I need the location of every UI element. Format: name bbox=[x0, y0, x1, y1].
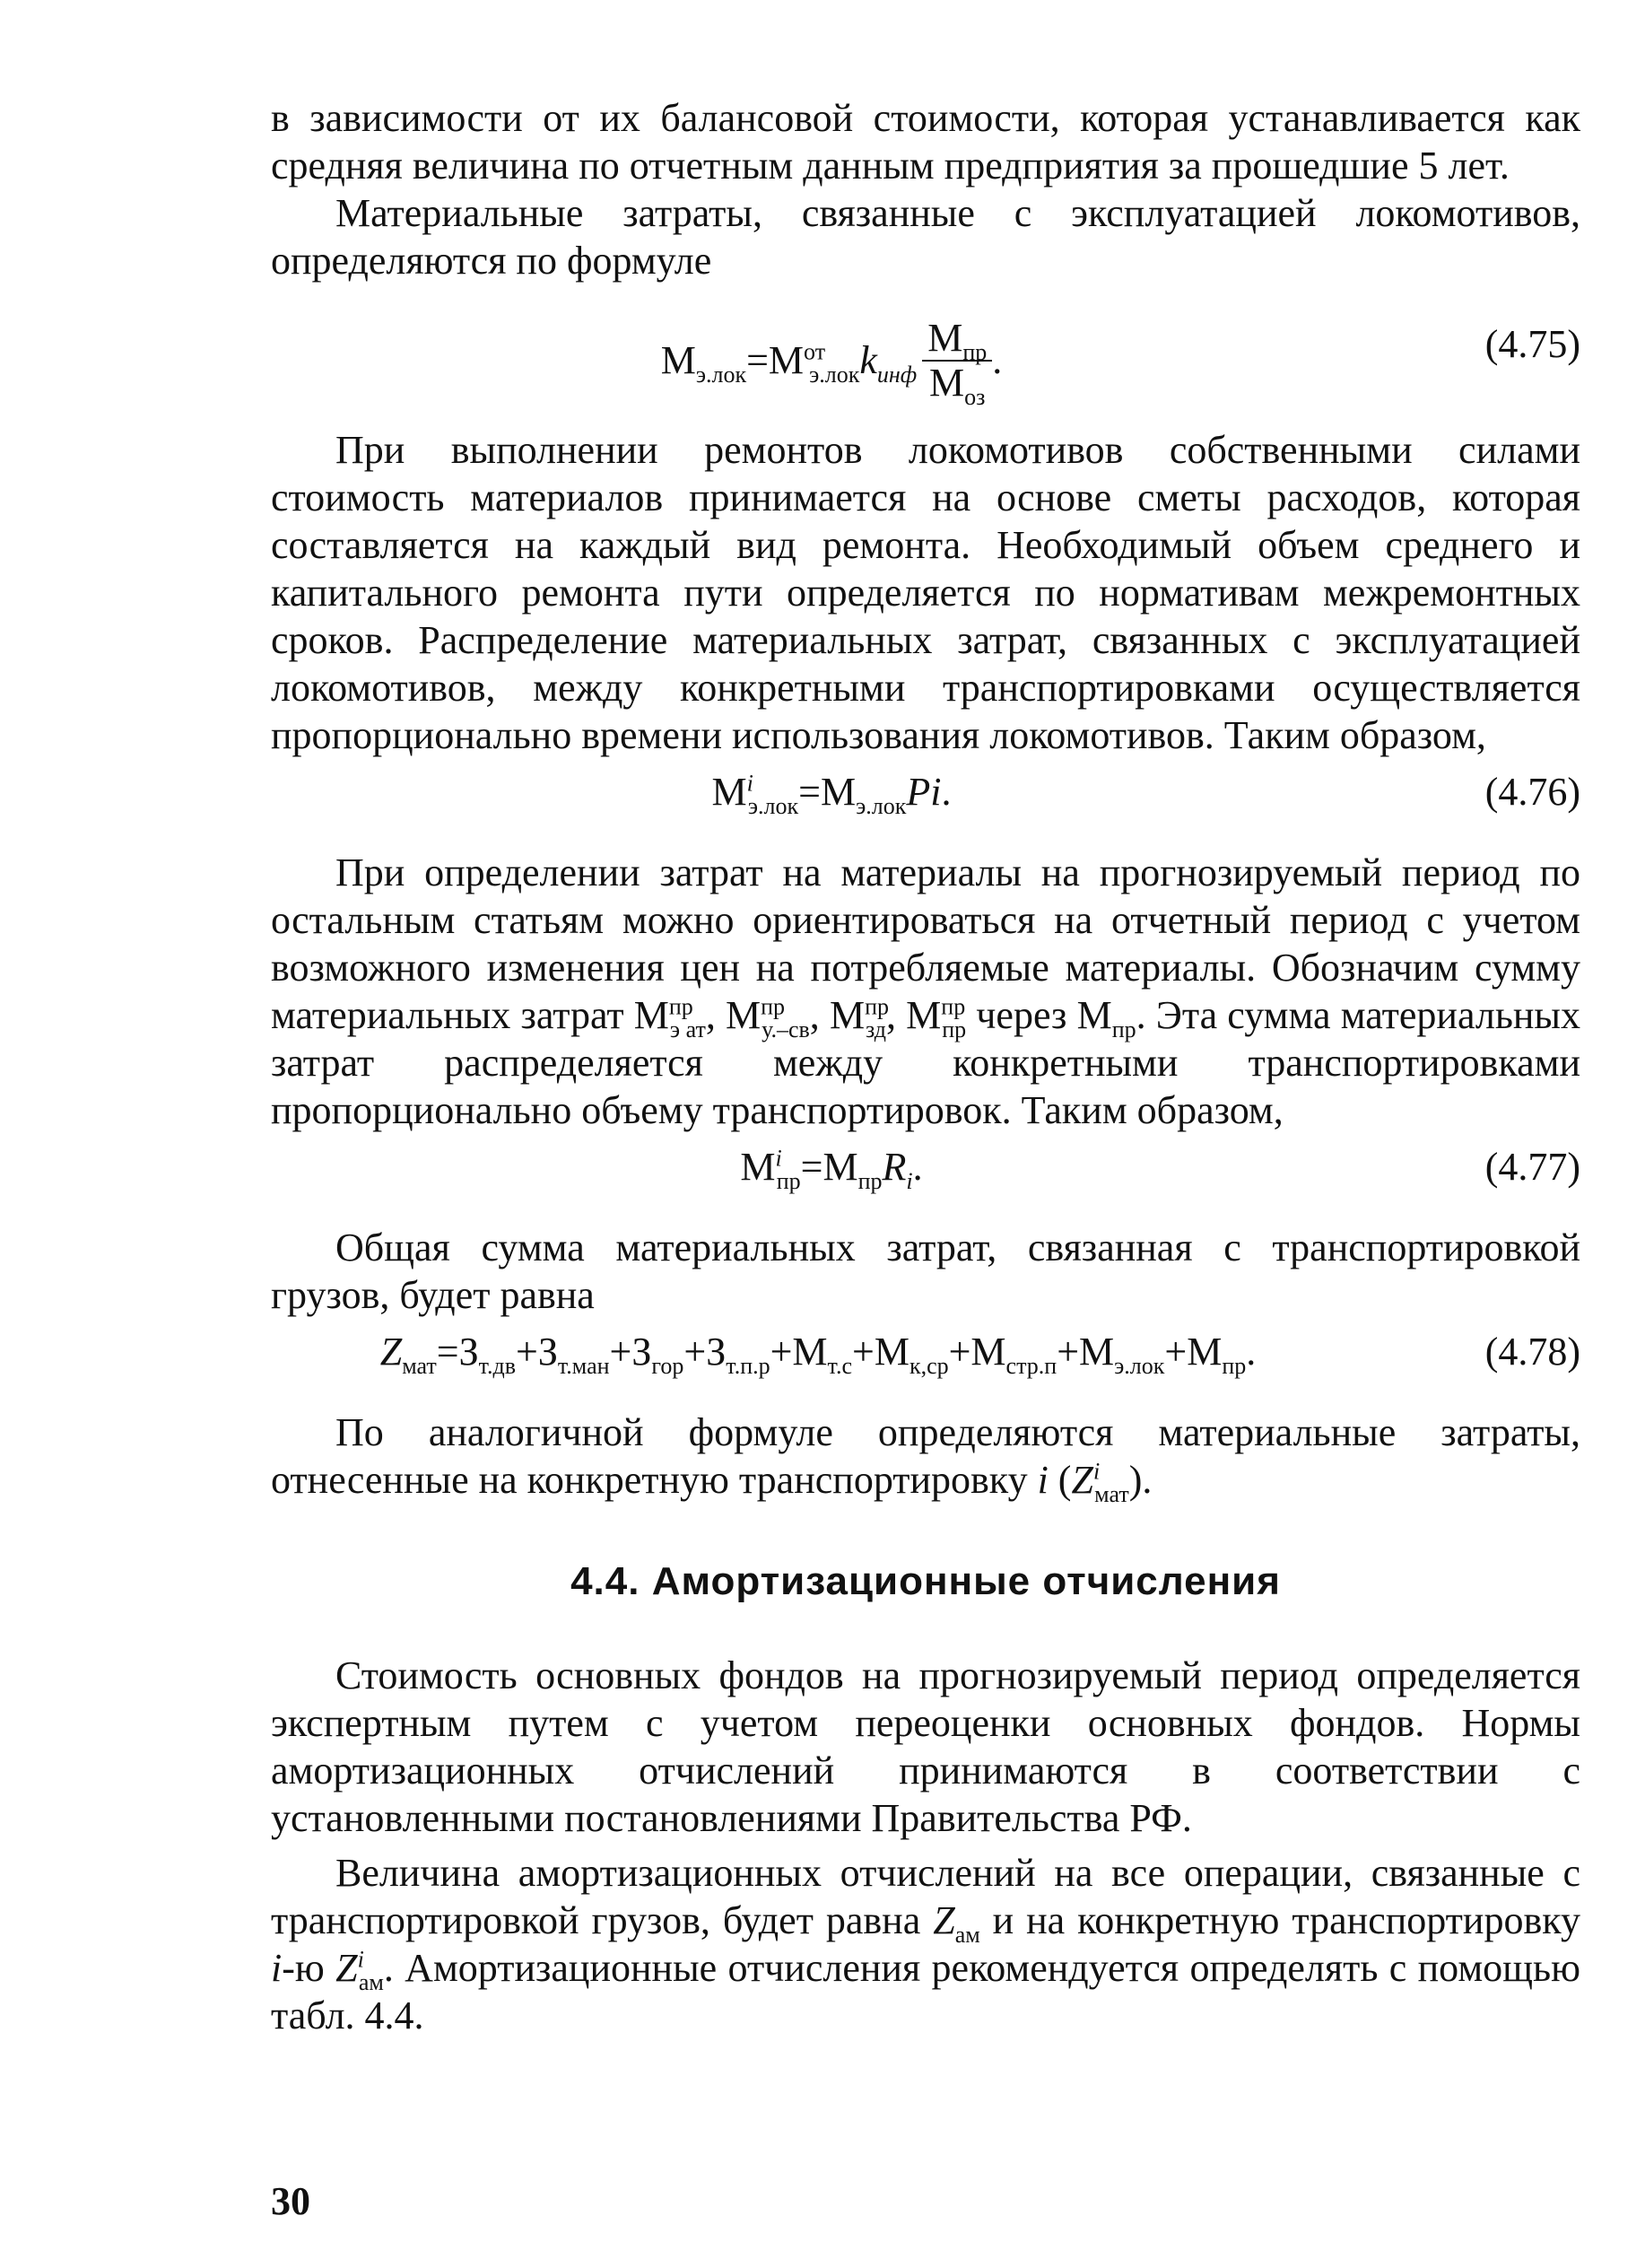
paragraph-6: По аналогичной формуле определяются материальные затраты, отнесенные на конкретную транспортировку i $(Z^i_{мат})$. bbox=[271, 1410, 1580, 1507]
formula-4-77 bbox=[271, 1143, 1580, 1199]
paragraph-6-text: По аналогичной формуле определяются материальные затраты, отнесенные на конкретную транспортировку bbox=[271, 1410, 1580, 1502]
paragraph-4-end: Эта сумма материальных затрат распределяется между конкретными транспортировками пропорционально объему транспортировок. Таким образом, bbox=[271, 993, 1580, 1132]
paragraph-4: При определении затрат на материалы на прогнозируемый период по остальным статьям можно ориентироваться на отчетный период с учетом возможного изменения цен на потребляемые материалы. Обозначим сумму материальных затрат $М^{пр}_{э ат}$, $М^{пр}_{у.-св}$, $М^{пр}_{зд}$, $М^{пр}_{пр}$ через $М_{пр}$. Эта сумма материальных затрат распределяется между конкретными транспортировками пропорционально объему транспортировок. Таким образом, bbox=[271, 850, 1580, 1132]
paragraph-8-mid2: -ю bbox=[282, 1946, 325, 1990]
formula-4-77-number: (4.77) bbox=[1484, 1145, 1580, 1189]
section-heading: 4.4. Амортизационные отчисления bbox=[570, 1559, 1281, 1603]
formula-4-77-expression: $М^i_{пр}=М_{пр}R_i$. bbox=[740, 1145, 923, 1194]
formula-4-76-number: (4.76) bbox=[1484, 770, 1580, 814]
paragraph-2: Материальные затраты, связанные с эксплуатацией локомотивов, определяются по формуле bbox=[271, 191, 1580, 283]
formula-4-75-expression: $М_{э.лок}=М^{от}_{э.лок}k_{инф}$ $\frac{М_{пр}}{М_{оз}}$ . bbox=[660, 316, 1003, 410]
page-content bbox=[271, 94, 1580, 2039]
formula-4-76 bbox=[271, 768, 1580, 824]
paragraph-5: Общая сумма материальных затрат, связанная с транспортировкой грузов, будет равна bbox=[271, 1226, 1580, 1317]
paragraph-8-start: Величина амортизационных отчислений на все операции, связанные с транспортировкой грузов, будет равна bbox=[271, 1851, 1580, 1942]
paragraph-4-via: через bbox=[976, 993, 1067, 1037]
formula-4-75-number: (4.75) bbox=[1484, 322, 1580, 366]
formula-4-78-expression: $Z_{мат}=З_{т.дв}+З_{т.ман}+З_{гор}+З_{т.п.р}+М_{т.с}+М_{к,ср}+М_{стр.п}+М_{э.лок}+М_{пр}$. bbox=[379, 1330, 1257, 1379]
formula-4-76-expression: $М^i_{э.лок}=М_{э.лок}Pi$. bbox=[711, 770, 952, 819]
formula-4-78 bbox=[271, 1328, 1580, 1383]
paragraph-8-end: Амортизационные отчисления рекомендуется определять с помощью табл. 4.4. bbox=[271, 1946, 1580, 2037]
paragraph-8: Величина амортизационных отчислений на все операции, связанные с транспортировкой грузов, будет равна $Z_{ам}$ и на конкретную транспортировку i-ю $Z^i_{ам}$. Амортизационные отчисления рекомендуется определять с помощью табл. 4.4. bbox=[271, 1851, 1580, 2037]
paragraph-1: в зависимости от их балансовой стоимости, которая устанавливается как средняя величина по отчетным данным предприятия за прошедшие 5 лет. bbox=[271, 96, 1580, 188]
paragraph-7: Стоимость основных фондов на прогнозируемый период определяется экспертным путем с учетом переоценки основных фондов. Нормы амортизационных отчислений принимаются в соответствии с установленными постановлениями Правительства РФ. bbox=[271, 1653, 1580, 1840]
paragraph-3: При выполнении ремонтов локомотивов собственными силами стоимость материалов принимается на основе сметы расходов, которая составляется на каждый вид ремонта. Необходимый объем среднего и капитального ремонта пути определяется по нормативам межремонтных сроков. Распределение материальных затрат, связанных с эксплуатацией локомотивов, между конкретными транспортировками осуществляется пропорционально времени использования локомотивов. Таким образом, bbox=[271, 428, 1580, 757]
page-number: 30 bbox=[271, 2179, 310, 2223]
paragraph-8-mid1: и на конкретную транспортировку bbox=[992, 1898, 1580, 1942]
formula-4-78-number: (4.78) bbox=[1484, 1330, 1580, 1374]
formula-4-75 bbox=[271, 293, 1580, 410]
paragraph-4-start: При определении затрат на материалы на прогнозируемый период по остальным статьям можно ориентироваться на отчетный период с учетом возможного изменения цен на потребляемые материалы. Обозначим сумму материальных затрат bbox=[271, 850, 1580, 1037]
